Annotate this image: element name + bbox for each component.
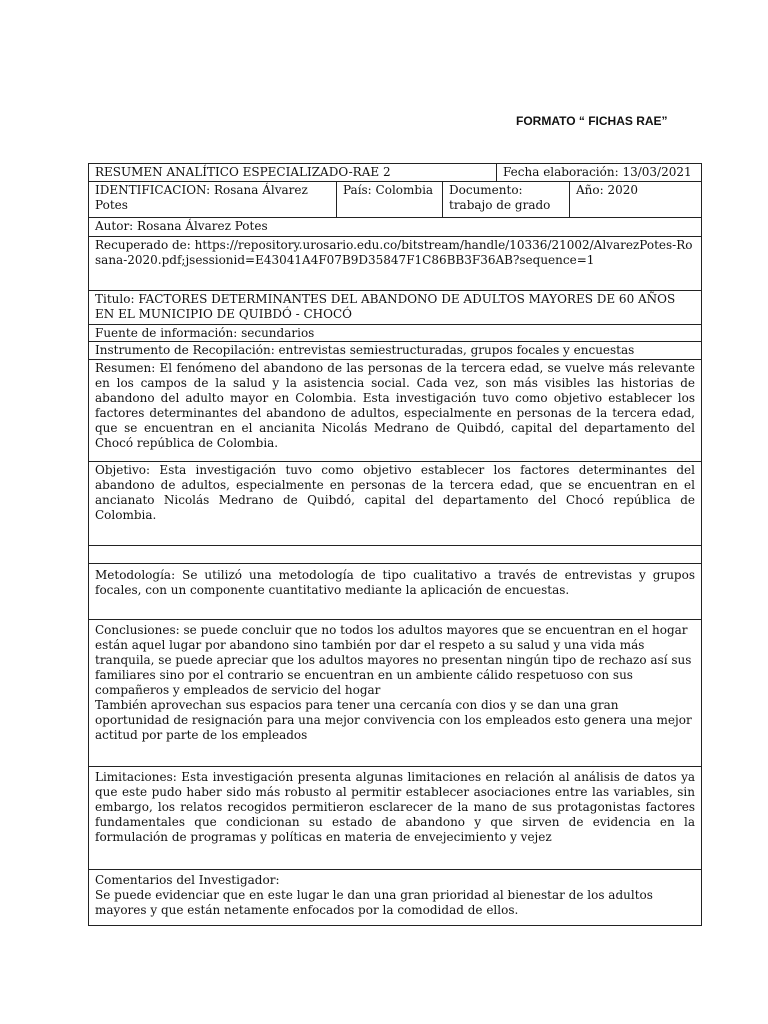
limitaciones: Limitaciones: Esta investigación presenta algunas limitaciones en relación al análisis de datos ya que este pudo haber sido más robusto al permitir establecer asociaciones entre las variables, sin embargo, los relatos recogidos permitieron esclarecer de la mano de sus protagonistas factores fundamentales que condicionan su estado de abandono y que sirven de evidencia en la formulación de programas y políticas en materia de envejecimiento y vejez xyxy=(89,767,701,870)
comentarios-label: Comentarios del Investigador: xyxy=(95,873,280,887)
fuente: Fuente de información: secundarios xyxy=(89,325,701,342)
rae-title-row xyxy=(89,164,701,182)
identificacion: IDENTIFICACION: Rosana Álvarez Potes xyxy=(89,182,337,217)
recuperado-row xyxy=(89,237,701,291)
metodologia: Metodología: Se utilizó una metodología de tipo cualitativo a través de entrevistas y grupos focales, con un componente cuantitativo mediante la aplicación de encuestas. xyxy=(89,564,701,620)
autor: Autor: Rosana Álvarez Potes xyxy=(89,218,701,237)
pais: País: Colombia xyxy=(337,182,443,217)
objetivo: Objetivo: Esta investigación tuvo como objetivo establecer los factores determinantes del abandono de adultos, especialmente en personas de la tercera edad, que se encuentran en el ancianato Nicolás Medrano de Quibdó, capital del departamento del Chocó república de Colombia. xyxy=(89,462,701,546)
conclusiones-paragraph-2: También aprovechan sus espacios para tener una cercanía con dios y se dan una gran oportunidad de resignación para una mejor convivencia con los empleados esto genera una mejor actitud por parte de los empleados xyxy=(95,698,692,742)
rae-title: RESUMEN ANALÍTICO ESPECIALIZADO-RAE 2 xyxy=(89,164,497,181)
page-title: FORMATO “ FICHAS RAE” xyxy=(516,114,668,128)
titulo: Titulo: FACTORES DETERMINANTES DEL ABANDONO DE ADULTOS MAYORES DE 60 AÑOS EN EL MUNICIPIO DE QUIBDÓ - CHOCÓ xyxy=(89,291,701,325)
identification-row xyxy=(89,182,701,218)
conclusiones xyxy=(89,620,701,767)
source-link[interactable]: https://repository.urosario.edu.co/bitstream/handle/10336/21002/AlvarezPotes-Rosana-2020.pdf;jsessionid=E43041A4F07B9D35847F1C86BB3F36AB?sequence=1 xyxy=(95,238,693,267)
instrumento: Instrumento de Recopilación: entrevistas semiestructuradas, grupos focales y encuestas xyxy=(89,342,701,360)
conclusiones-paragraph-1: Conclusiones: se puede concluir que no todos los adultos mayores que se encuentran en el hogar están aquel lugar por abandono sino también por dar el respeto a su salud y una vida más tranquila, se puede apreciar que los adultos mayores no presentan ningún tipo de rechazo así sus familiares sino por el contrario se encuentran en un ambiente cálido respetuoso con sus compañeros y empleados de servicio del hogar xyxy=(95,623,692,697)
anio: Año: 2020 xyxy=(576,183,639,197)
empty-row xyxy=(89,546,701,564)
comentarios-text: Se puede evidenciar que en este lugar le dan una gran prioridad al bienestar de los adultos mayores y que están netamente enfocados por la comodidad de ellos. xyxy=(95,888,653,917)
documento: Documento: trabajo de grado xyxy=(443,182,570,217)
fecha-elaboracion: Fecha elaboración: 13/03/2021 xyxy=(503,165,692,179)
comentarios xyxy=(89,870,701,925)
rae-table xyxy=(88,163,702,926)
resumen: Resumen: El fenómeno del abandono de las personas de la tercera edad, se vuelve más relevante en los campos de la salud y la asistencia social. Cada vez, son más visibles las historias de abandono del adulto mayor en Colombia. Esta investigación tuvo como objetivo establecer los factores determinantes del abandono de adultos, especialmente en personas de la tercera edad, que se encuentran en el ancianita Nicolás Medrano de Quibdó, capital del departamento del Chocó república de Colombia. xyxy=(89,360,701,462)
recuperado-label: Recuperado de: xyxy=(95,238,195,252)
